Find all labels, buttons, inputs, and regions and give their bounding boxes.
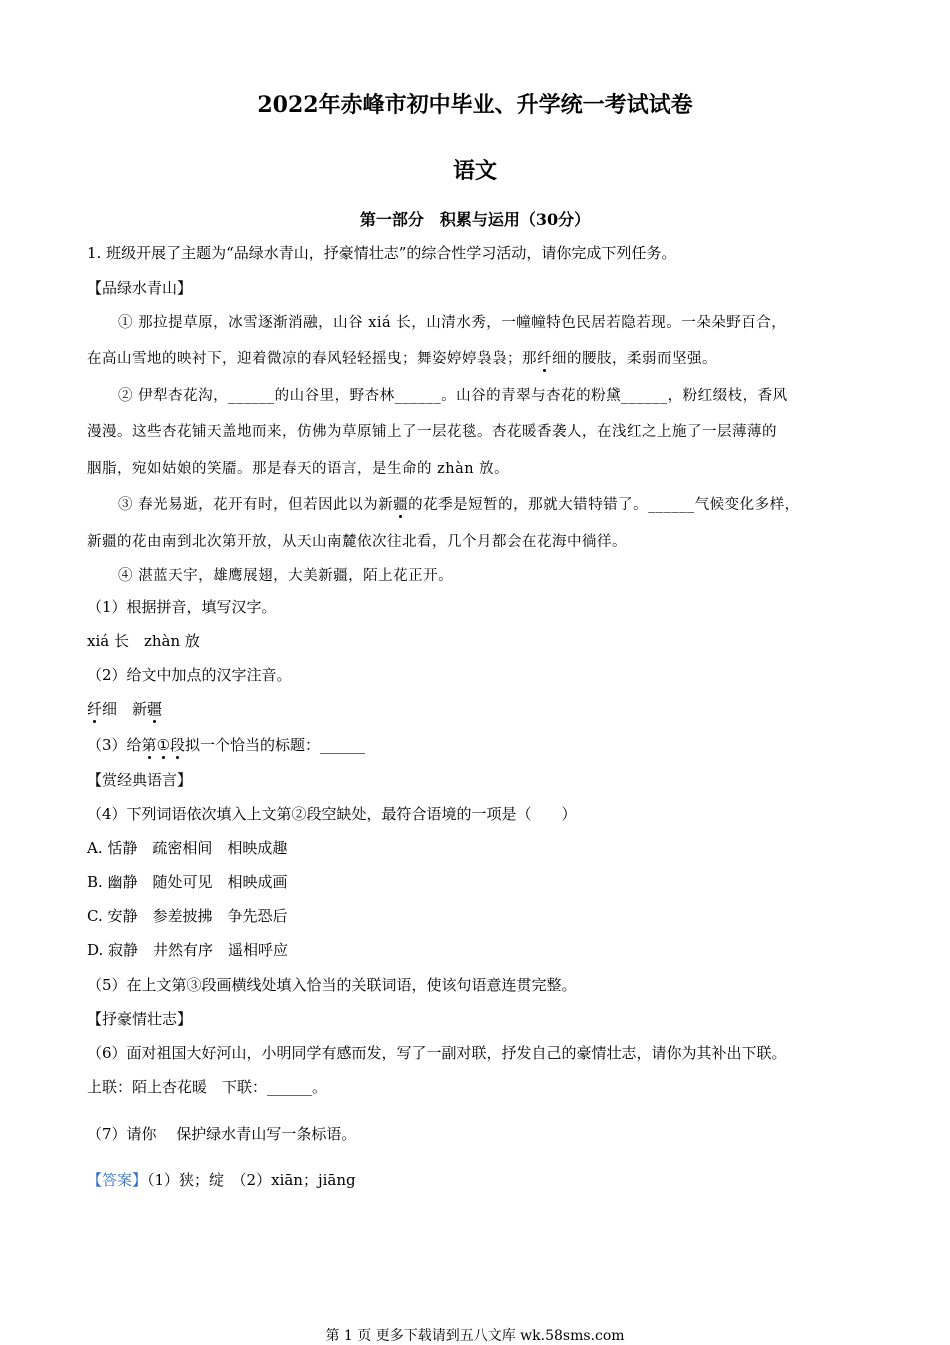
- question-1-2-items: [87, 698, 162, 719]
- answer-line: [87, 1169, 356, 1190]
- page-footer: 第 1 页 更多下载请到五八文库 wk.58sms.com: [325, 1328, 625, 1344]
- exam-title: 2022年赤峰市初中毕业、升学统一考试试卷: [257, 92, 693, 118]
- dotted-character: ①: [156, 736, 171, 754]
- question-1-6: （6）面对祖国大好河山，小明同学有感而发，写了一副对联，抒发自己的豪情壮志，请你为其补出下联。: [87, 1044, 787, 1062]
- question-1-intro: 1. 班级开展了主题为“品绿水青山，抒豪情壮志”的综合性学习活动，请你完成下列任务。: [87, 244, 677, 262]
- dotted-character: 段: [170, 736, 186, 754]
- passage-paragraph-2-line-1: ② 伊犁杏花沟，______的山谷里，野杏林______。山谷的青翠与杏花的粉黛______，粉红缀枝，香风: [118, 388, 788, 404]
- text-run: 细 新: [102, 700, 148, 718]
- answer-text: （1）狭；绽 （2）xiān；jiāng: [147, 1171, 356, 1189]
- dotted-character: 纤: [87, 700, 103, 718]
- option-b: B. 幽静 随处可见 相映成画: [87, 873, 288, 891]
- dotted-character: 第: [141, 736, 157, 754]
- option-c: C. 安静 参差披拂 争先恐后: [87, 907, 288, 925]
- part-title: 第一部分 积累与运用（30分）: [359, 210, 591, 229]
- question-1-5: （5）在上文第③段画横线处填入恰当的关联词语，使该句语意连贯完整。: [87, 976, 577, 994]
- passage-paragraph-1-line-2: [87, 347, 717, 368]
- question-1-2: （2）给文中加点的汉字注音。: [87, 666, 292, 684]
- passage-paragraph-3-line-1: [118, 493, 800, 514]
- passage-paragraph-3-line-2: 新疆的花由南到北次第开放，从天山南麓依次往北看，几个月都会在花海中徜徉。: [87, 534, 627, 550]
- question-1-7: （7）请你 保护绿水青山写一条标语。: [87, 1125, 357, 1143]
- answer-label: 【答案】: [87, 1171, 148, 1189]
- question-1-6-couplet: 上联：陌上杏花暖 下联：______。: [87, 1078, 328, 1096]
- text-run: 在高山雪地的映衬下，迎着微凉的春风轻轻摇曳；舞姿婷婷袅袅；那: [87, 351, 537, 367]
- section-heading-2: 【赏经典语言】: [87, 771, 193, 789]
- text-run: （3）给: [87, 736, 142, 754]
- dotted-character: 疆: [147, 700, 163, 718]
- passage-paragraph-2-line-3: 胭脂，宛如姑娘的笑靥。那是春天的语言，是生命的 zhàn 放。: [87, 461, 510, 477]
- text-run: 细的腰肢，柔弱而坚强。: [552, 351, 717, 367]
- question-1-1-items: xiá 长 zhàn 放: [87, 632, 200, 650]
- text-run: ③ 春光易逝，花开有时，但若因此以为新: [118, 497, 394, 513]
- option-a: A. 恬静 疏密相间 相映成趣: [87, 839, 288, 857]
- dotted-character: 纤: [537, 351, 552, 367]
- section-heading-1: 【品绿水青山】: [87, 279, 193, 297]
- question-1-3: [87, 734, 365, 755]
- option-d: D. 寂静 井然有序 遥相呼应: [87, 941, 289, 959]
- text-run: 拟一个恰当的标题：______: [185, 736, 366, 754]
- question-1-1: （1）根据拼音，填写汉字。: [87, 598, 277, 616]
- dotted-character: 疆: [393, 497, 409, 513]
- passage-paragraph-1-line-1: ① 那拉提草原，冰雪逐渐消融，山谷 xiá 长，山清水秀，一幢幢特色民居若隐若现。一朵朵野百合，: [118, 315, 787, 331]
- passage-paragraph-4: ④ 湛蓝天宇，雄鹰展翅，大美新疆，陌上花正开。: [118, 568, 454, 584]
- section-heading-3: 【抒豪情壮志】: [87, 1010, 193, 1028]
- text-run: 的花季是短暂的，那就大错特错了。______气候变化多样，: [408, 497, 800, 513]
- question-1-4: （4）下列词语依次填入上文第②段空缺处，最符合语境的一项是（ ）: [87, 805, 577, 823]
- passage-paragraph-2-line-2: 漫漫。这些杏花铺天盖地而来，仿佛为草原铺上了一层花毯。杏花暖香袭人，在浅红之上施了一层薄薄的: [87, 424, 777, 440]
- subject-title: 语文: [452, 158, 497, 184]
